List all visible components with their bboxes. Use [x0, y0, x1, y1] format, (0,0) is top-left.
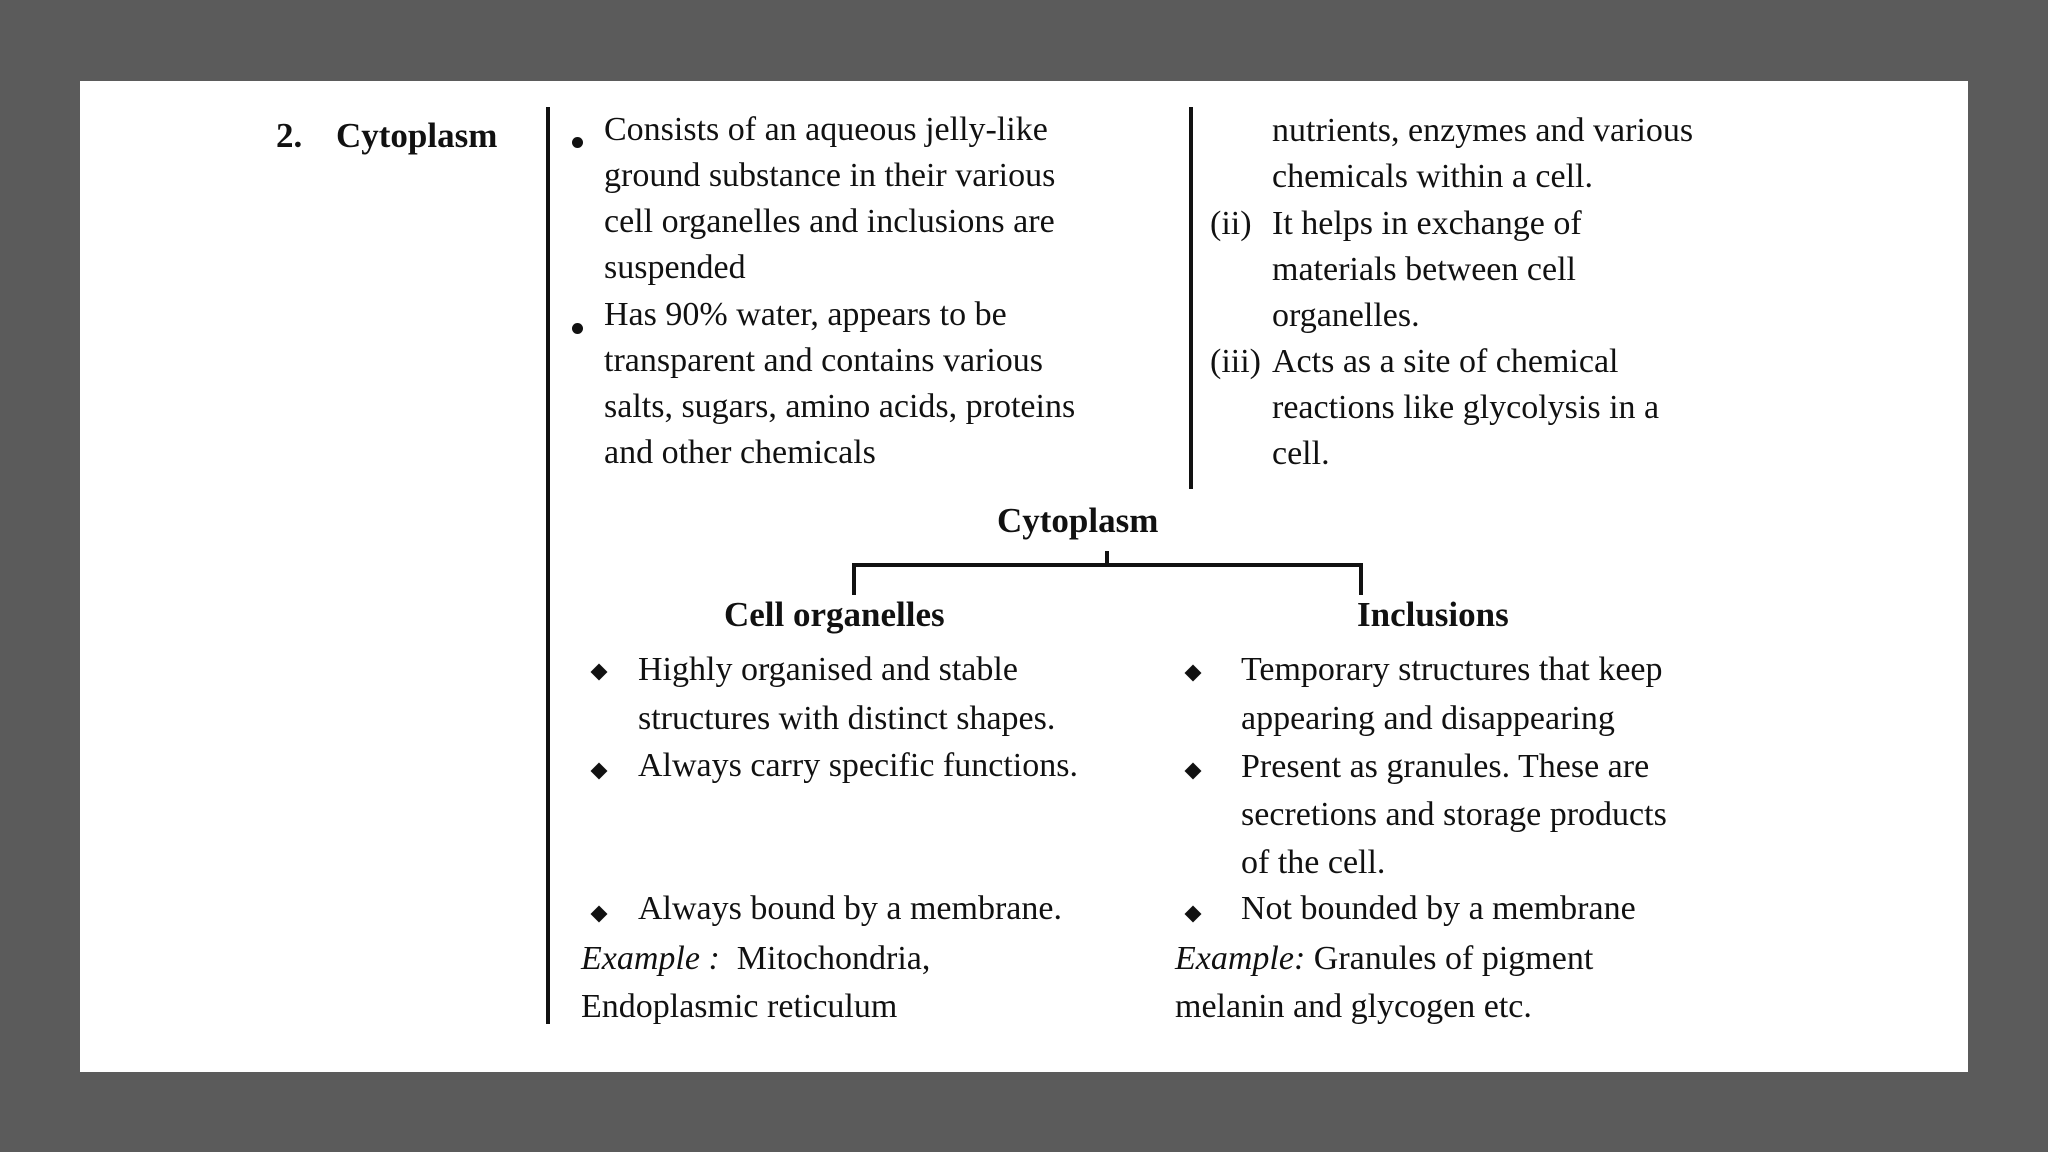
function-marker-ii: (ii): [1210, 205, 1252, 242]
diamond-bullet-icon: [1185, 906, 1202, 923]
inclusions-heading: Inclusions: [1357, 595, 1509, 634]
cell-organelles-point-3: Always bound by a membrane.: [638, 890, 1062, 927]
section-title: Cytoplasm: [336, 116, 498, 155]
document-page: [80, 81, 1968, 1072]
function-item-ii: It helps in exchange of materials between cell organelles.: [1272, 205, 1582, 334]
function-marker-iii: (iii): [1210, 343, 1261, 380]
cell-organelles-heading: Cell organelles: [724, 595, 945, 634]
inclusions-example: Example: Granules of pigment melanin and glycogen etc.: [1175, 940, 1594, 1025]
description-bullet-1: Consists of an aqueous jelly-like ground substance in their various cell organelles and inclusions are suspended: [604, 111, 1056, 286]
cell-organelles-point-2: Always carry specific functions.: [638, 747, 1078, 784]
cell-organelles-point-1: Highly organised and stable structures with distinct shapes.: [638, 651, 1056, 737]
bullet-icon: [572, 323, 583, 334]
column-divider-middle: [1189, 107, 1193, 489]
section-number: 2.: [276, 116, 303, 155]
bullet-icon: [572, 137, 583, 148]
diamond-bullet-icon: [591, 763, 608, 780]
function-item-iii: Acts as a site of chemical reactions like glycolysis in a cell.: [1272, 343, 1660, 472]
diagram-branch-line: [852, 563, 1363, 567]
inclusions-point-1: Temporary structures that keep appearing and disappearing: [1241, 651, 1663, 737]
column-divider-left: [546, 107, 550, 1024]
description-bullet-2: Has 90% water, appears to be transparent and contains various salts, sugars, amino acids, proteins and other chemicals: [604, 296, 1076, 471]
diamond-bullet-icon: [591, 664, 608, 681]
inclusions-point-2: Present as granules. These are secretions and storage products of the cell.: [1241, 748, 1667, 881]
example-label: Example :: [581, 940, 720, 977]
example-label: Example:: [1175, 940, 1306, 977]
diamond-bullet-icon: [1185, 665, 1202, 682]
diagram-right-connector: [1359, 563, 1363, 595]
diagram-root-label: Cytoplasm: [997, 501, 1159, 540]
diamond-bullet-icon: [591, 906, 608, 923]
cell-organelles-example: Example : Mitochondria, Endoplasmic reticulum: [581, 940, 931, 1025]
diagram-left-connector: [852, 563, 856, 595]
functions-continued: nutrients, enzymes and various chemicals within a cell.: [1272, 112, 1694, 195]
inclusions-point-3: Not bounded by a membrane: [1241, 890, 1636, 927]
diamond-bullet-icon: [1185, 763, 1202, 780]
